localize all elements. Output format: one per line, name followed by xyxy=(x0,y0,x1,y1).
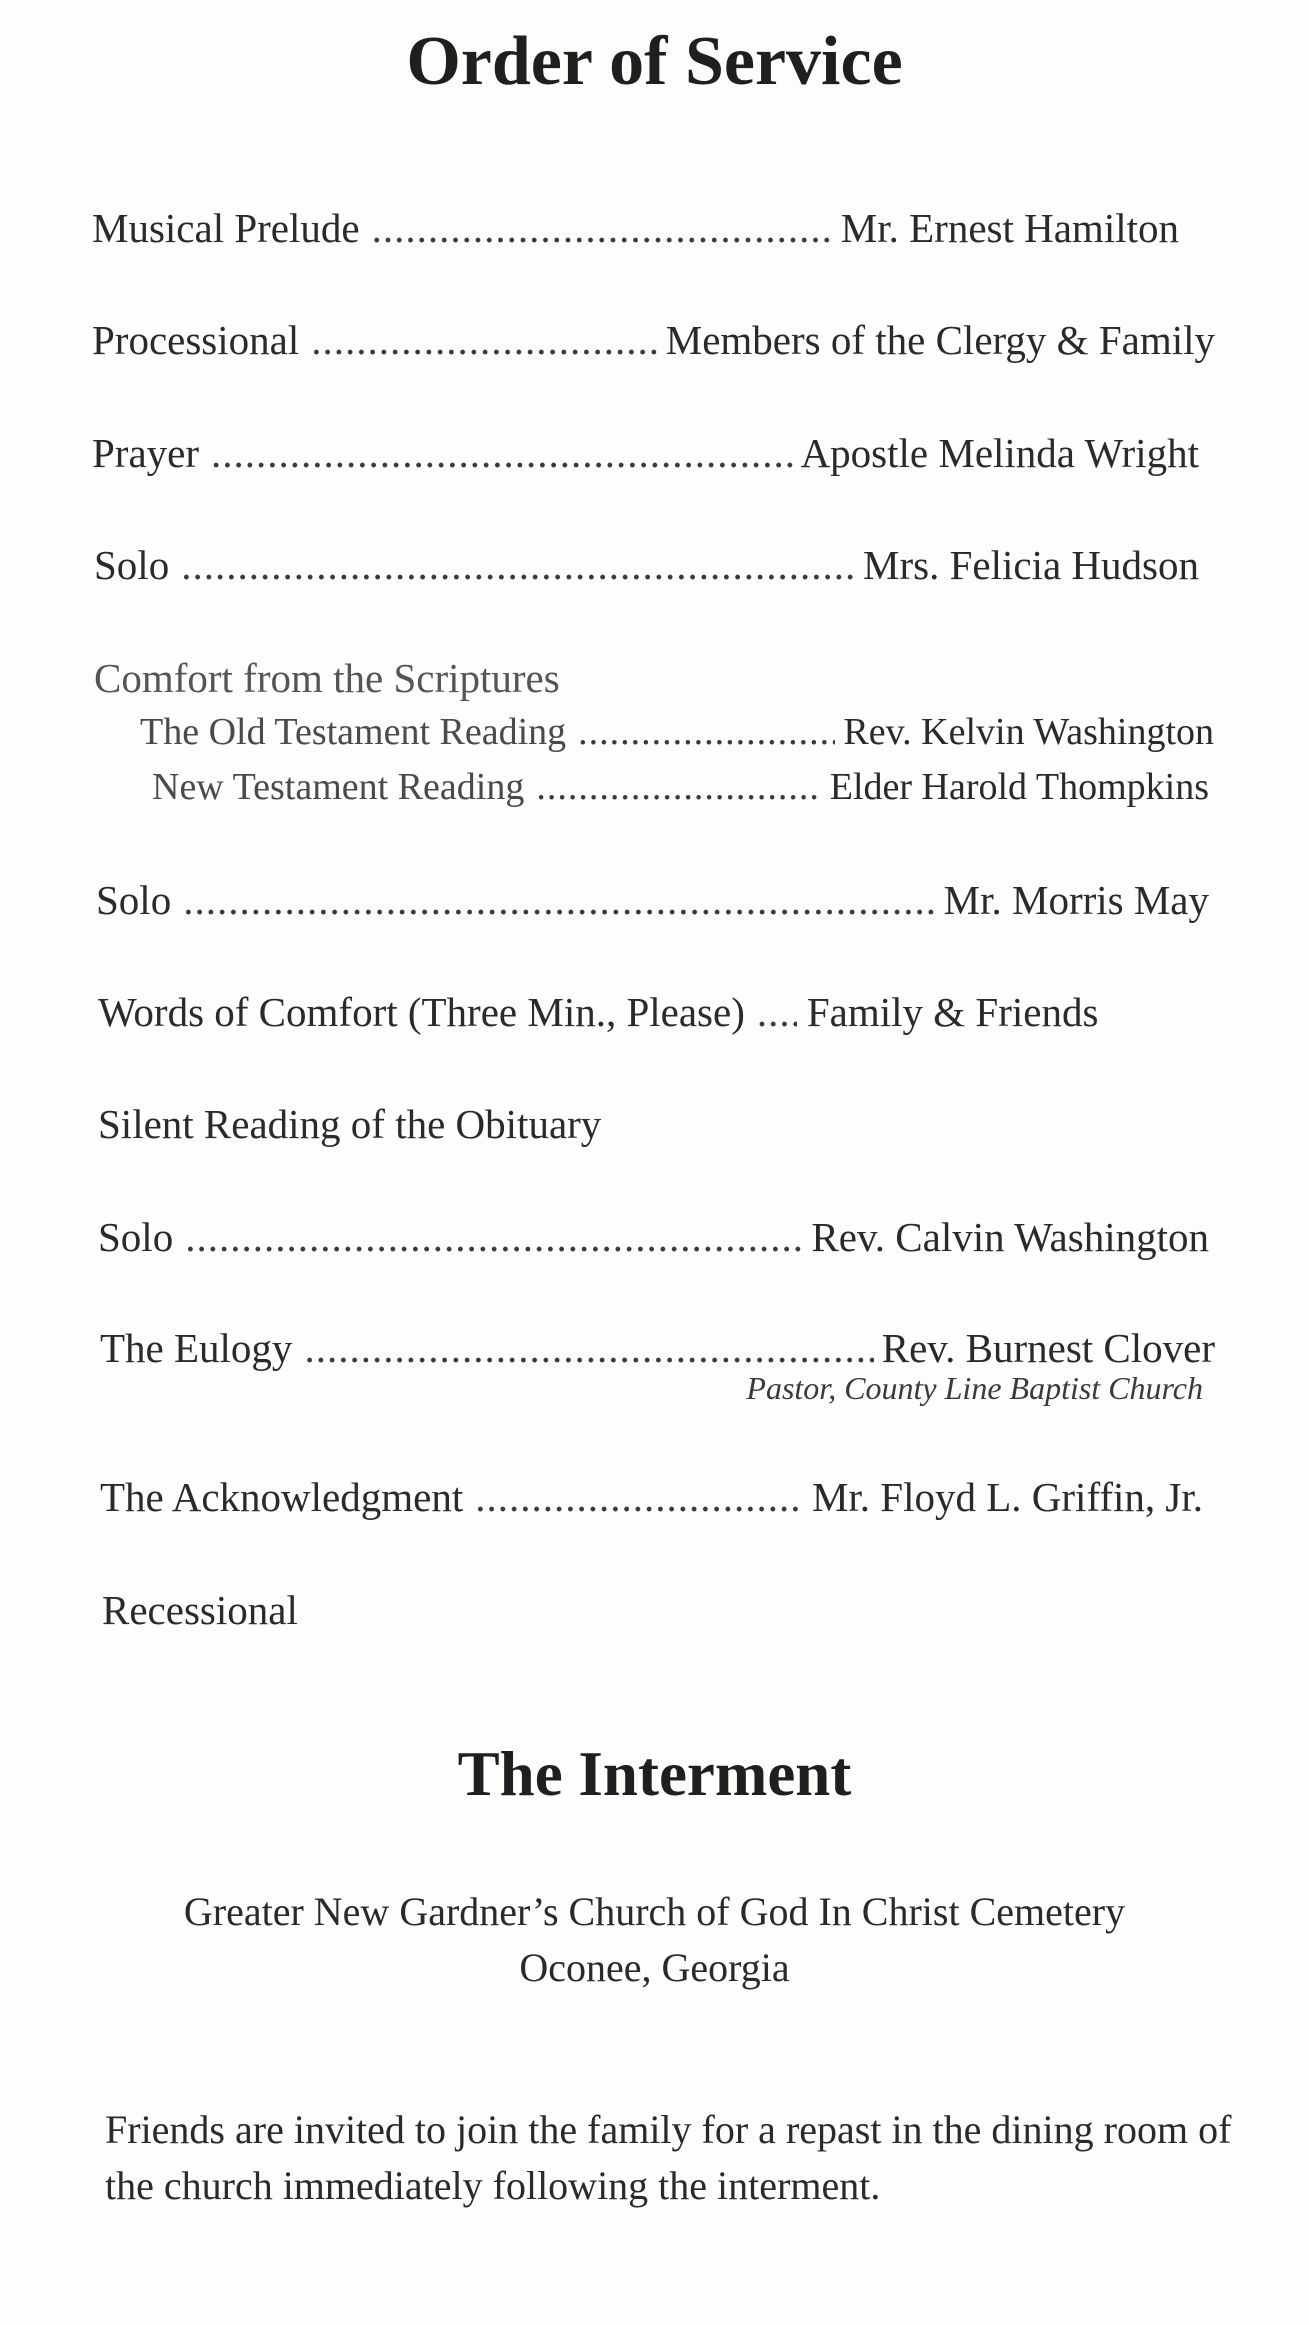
program-item-words-of-comfort xyxy=(98,989,1215,1035)
dot-leader xyxy=(185,1217,803,1258)
program-item-label: The Old Testament Reading xyxy=(140,711,567,753)
program-item-label: Musical Prelude xyxy=(92,205,360,251)
program-item-participant: Mr. Floyd L. Griffin, Jr. xyxy=(811,1474,1203,1520)
program-item-label: Solo xyxy=(98,1214,174,1260)
program-item-silent-reading: Silent Reading of the Obituary xyxy=(98,1101,602,1147)
program-item-acknowledgment xyxy=(100,1474,1203,1520)
dot-leader xyxy=(372,208,833,249)
program-item-processional xyxy=(92,317,1215,363)
interment-title: The Interment xyxy=(457,1739,852,1809)
repast-note: Friends are invited to join the family for a repast in the dining room of the church immediately following the interment. xyxy=(105,2107,1232,2208)
dot-leader xyxy=(183,880,935,921)
program-item-label: The Eulogy xyxy=(100,1325,293,1371)
program-item-label: The Acknowledgment xyxy=(100,1474,464,1520)
program-item-participant: Apostle Melinda Wright xyxy=(800,430,1199,476)
program-item-label: Prayer xyxy=(92,430,200,476)
interment-location-city: Oconee, Georgia xyxy=(519,1945,790,1990)
program-item-prayer xyxy=(92,430,1199,476)
program-item-participant: Rev. Burnest Clover xyxy=(881,1325,1215,1371)
program-item-label: Solo xyxy=(94,542,170,588)
program-item-solo-2 xyxy=(96,877,1209,923)
program-item-solo-3 xyxy=(98,1214,1209,1260)
dot-leader xyxy=(578,713,835,751)
program-item-label: Solo xyxy=(96,877,172,923)
dot-leader xyxy=(304,1328,873,1369)
program-item-participant: Mrs. Felicia Hudson xyxy=(863,542,1199,588)
program-item-label: Processional xyxy=(92,317,300,363)
program-item-eulogy xyxy=(100,1325,1215,1371)
interment-location-name: Greater New Gardner’s Church of God In Christ Cemetery xyxy=(183,1889,1126,1934)
dot-leader xyxy=(181,545,855,586)
program-item-recessional: Recessional xyxy=(102,1587,298,1633)
program-section-heading: Comfort from the Scriptures xyxy=(94,655,560,701)
program-item-participant: Family & Friends xyxy=(806,989,1099,1035)
program-item-participant: Rev. Kelvin Washington xyxy=(843,711,1214,753)
program-item-label: Words of Comfort (Three Min., Please) xyxy=(98,989,745,1035)
dot-leader xyxy=(311,320,657,361)
program-item-participant: Elder Harold Thompkins xyxy=(829,766,1209,808)
program-subitem-old-testament xyxy=(140,713,1214,751)
dot-leader xyxy=(211,433,793,474)
dot-leader xyxy=(536,768,821,806)
dot-leader xyxy=(475,1477,804,1518)
program-subitem-new-testament xyxy=(152,768,1209,806)
dot-leader xyxy=(757,992,797,1033)
program-item-label: New Testament Reading xyxy=(152,766,525,808)
program-item-participant: Mr. Ernest Hamilton xyxy=(840,205,1179,251)
program-item-solo-1 xyxy=(94,542,1199,588)
page-title: Order of Service xyxy=(406,23,903,100)
program-item-participant: Mr. Morris May xyxy=(943,877,1209,923)
program-item-participant: Rev. Calvin Washington xyxy=(811,1214,1209,1260)
eulogist-affiliation: Pastor, County Line Baptist Church xyxy=(746,1370,1203,1406)
program-item-participant: Members of the Clergy & Family xyxy=(665,317,1215,363)
program-item-musical-prelude xyxy=(92,205,1179,251)
